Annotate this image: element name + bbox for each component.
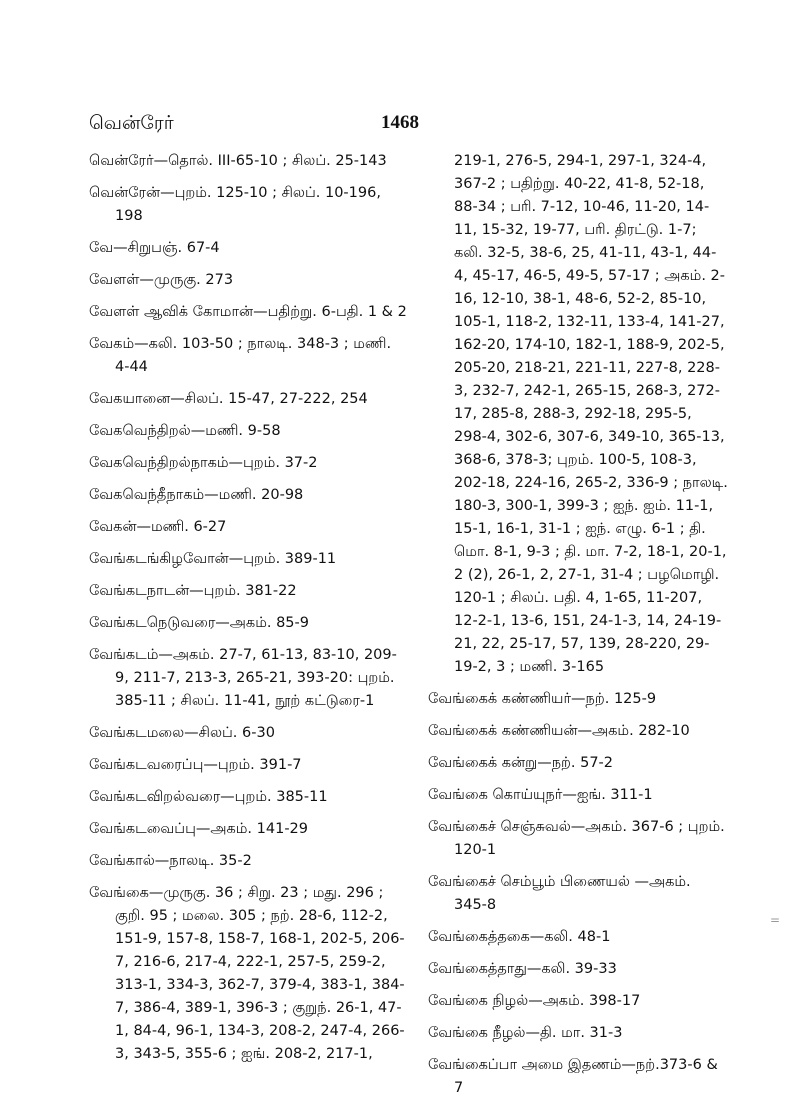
index-entry: வேங்கடவரைப்பு—புறம். 391-7 bbox=[89, 757, 302, 773]
index-entry: வேகவெந்திறல்நாகம்—புறம். 37-2 bbox=[89, 455, 318, 471]
index-entry: வேகவெந்தீநாகம்—மணி. 20-98 bbox=[89, 487, 304, 503]
index-entry: வேங்கடமலை—சிலப். 6-30 bbox=[89, 725, 275, 741]
index-entry: வேங்கடநெடுவரை—அகம். 85-9 bbox=[89, 615, 309, 631]
index-entry: வே—சிறுபஞ். 67-4 bbox=[89, 240, 220, 256]
index-entry: வேகவெந்திறல்—மணி. 9-58 bbox=[89, 423, 281, 439]
index-entry: வேங்கைக் கண்ணியர்—நற். 125-9 bbox=[428, 691, 657, 707]
index-entry: வேங்கடவைப்பு—அகம். 141-29 bbox=[89, 821, 309, 837]
index-entry: வேளள் ஆவிக் கோமான்—பதிற்று. 6-பதி. 1 & 2 bbox=[89, 304, 407, 320]
index-entry: வேங்கைச் செம்பூம் பிணையல் —அகம். 345-8 bbox=[428, 874, 691, 913]
index-entry-continuation: 219-1, 276-5, 294-1, 297-1, 324-4, 367-2 ; பதிற்று. 40-22, 41-8, 52-18, 88-34 ; பரி. 7-12, 10-46, 11-20, 14-11, 15-32, 19-77, பரி. திரட்டு. 1-7; கலி. 32-5, 38-6, 25, 41-11, 43-1, 44-4, 45-17, 46-5, 49-5, 57-17 ; அகம். 2-16, 12-10, 38-1, 48-6, 52-2, 85-10, 105-1, 118-2, 132-11, 133-4, 141-27, 162-20, 174-10, 182-1, 188-9, 202-5, 205-20, 218-21, 221-11, 227-8, 228-3, 232-7, 242-1, 265-15, 268-3, 272-17, 285-8, 288-3, 292-18, 295-5, 298-4, 302-6, 307-6, 349-10, 365-13, 368-6, 378-3; புறம். 100-5, 108-3, 202-18, 224-16, 265-2, 336-9 ; நாலடி. 180-3, 300-1, 399-3 ; ஐந். ஐம். 11-1, 15-1, 16-1, 31-1 ; ஐந். எழு. 6-1 ; தி. மொ. 8-1, 9-3 ; தி. மா. 7-2, 18-1, 20-1, 2 (2), 26-1, 2, 27-1, 31-4 ; பழமொழி. 120-1 ; சிலப். பதி. 4, 1-65, 11-207, 12-2-1, 13-6, 151, 24-1-3, 14, 24-19-21, 22, 25-17, 57, 139, 28-220, 29-19-2, 3 ; மணி. 3-165 bbox=[454, 153, 728, 675]
index-entry: வேங்கை நீழல்—தி. மா. 31-3 bbox=[428, 1025, 623, 1041]
index-entry: வேங்கை கொய்யுநர்—ஐங். 311-1 bbox=[428, 787, 653, 803]
left-column bbox=[89, 150, 407, 1075]
index-entry: வேங்கை—முருகு. 36 ; சிறு. 23 ; மது. 296 ; குறி. 95 ; மலை. 305 ; நற். 28-6, 112-2, 151-9, 157-8, 158-7, 168-1, 202-5, 206-7, 216-6, 217-4, 222-1, 257-5, 259-2, 313-1, 334-3, 362-7, 379-4, 383-1, 384-7, 386-4, 389-1, 396-3 ; குறுந். 26-1, 47-1, 84-4, 96-1, 134-3, 208-2, 247-4, 266-3, 343-5, 355-6 ; ஐங். 208-2, 217-1, bbox=[89, 885, 405, 1062]
index-entry: வென்ரேர்—தொல். III-65-10 ; சிலப். 25-143 bbox=[89, 153, 387, 169]
index-entry: வேகயானை—சிலப். 15-47, 27-222, 254 bbox=[89, 391, 368, 407]
running-head: வென்ரேர் bbox=[89, 112, 174, 134]
index-entry: வேங்கடவிறல்வரை—புறம். 385-11 bbox=[89, 789, 328, 805]
index-entry: வேங்கடம்—அகம். 27-7, 61-13, 83-10, 209-9, 211-7, 213-3, 265-21, 393-20: புறம். 385-11 ; சிலப். 11-41, நூற் கட்டுரை-1 bbox=[89, 647, 397, 709]
right-column bbox=[428, 150, 728, 1109]
index-entry: வேளள்—முருகு. 273 bbox=[89, 272, 234, 288]
index-entry: வேங்கடநாடன்—புறம். 381-22 bbox=[89, 583, 297, 599]
index-entry: வேங்கைக் கண்ணியன்—அகம். 282-10 bbox=[428, 723, 690, 739]
index-entry: வேங்கைத்தகை—கலி. 48-1 bbox=[428, 929, 611, 945]
index-entry: வேங்கைச் செஞ்சுவல்—அகம். 367-6 ; புறம். 120-1 bbox=[428, 819, 725, 858]
index-entry: வேகன்—மணி. 6-27 bbox=[89, 519, 227, 535]
index-entry: வென்ரேன்—புறம். 125-10 ; சிலப். 10-196, 198 bbox=[89, 185, 381, 224]
index-entry: வேங்கை நிழல்—அகம். 398-17 bbox=[428, 993, 641, 1009]
margin-mark: = bbox=[770, 913, 781, 927]
page-number: 1468 bbox=[381, 112, 419, 133]
index-entry: வேகம்—கலி. 103-50 ; நாலடி. 348-3 ; மணி. 4-44 bbox=[89, 336, 392, 375]
index-entry: வேங்கைக் கன்று—நற். 57-2 bbox=[428, 755, 614, 771]
index-entry: வேங்கைப்பா அமை இதணம்—நற்.373-6 & 7 bbox=[428, 1057, 718, 1096]
index-entry: வேங்கைத்தாது—கலி. 39-33 bbox=[428, 961, 617, 977]
index-entry: வேங்கால்—நாலடி. 35-2 bbox=[89, 853, 252, 869]
index-entry: வேங்கடங்கிழவோன்—புறம். 389-11 bbox=[89, 551, 337, 567]
